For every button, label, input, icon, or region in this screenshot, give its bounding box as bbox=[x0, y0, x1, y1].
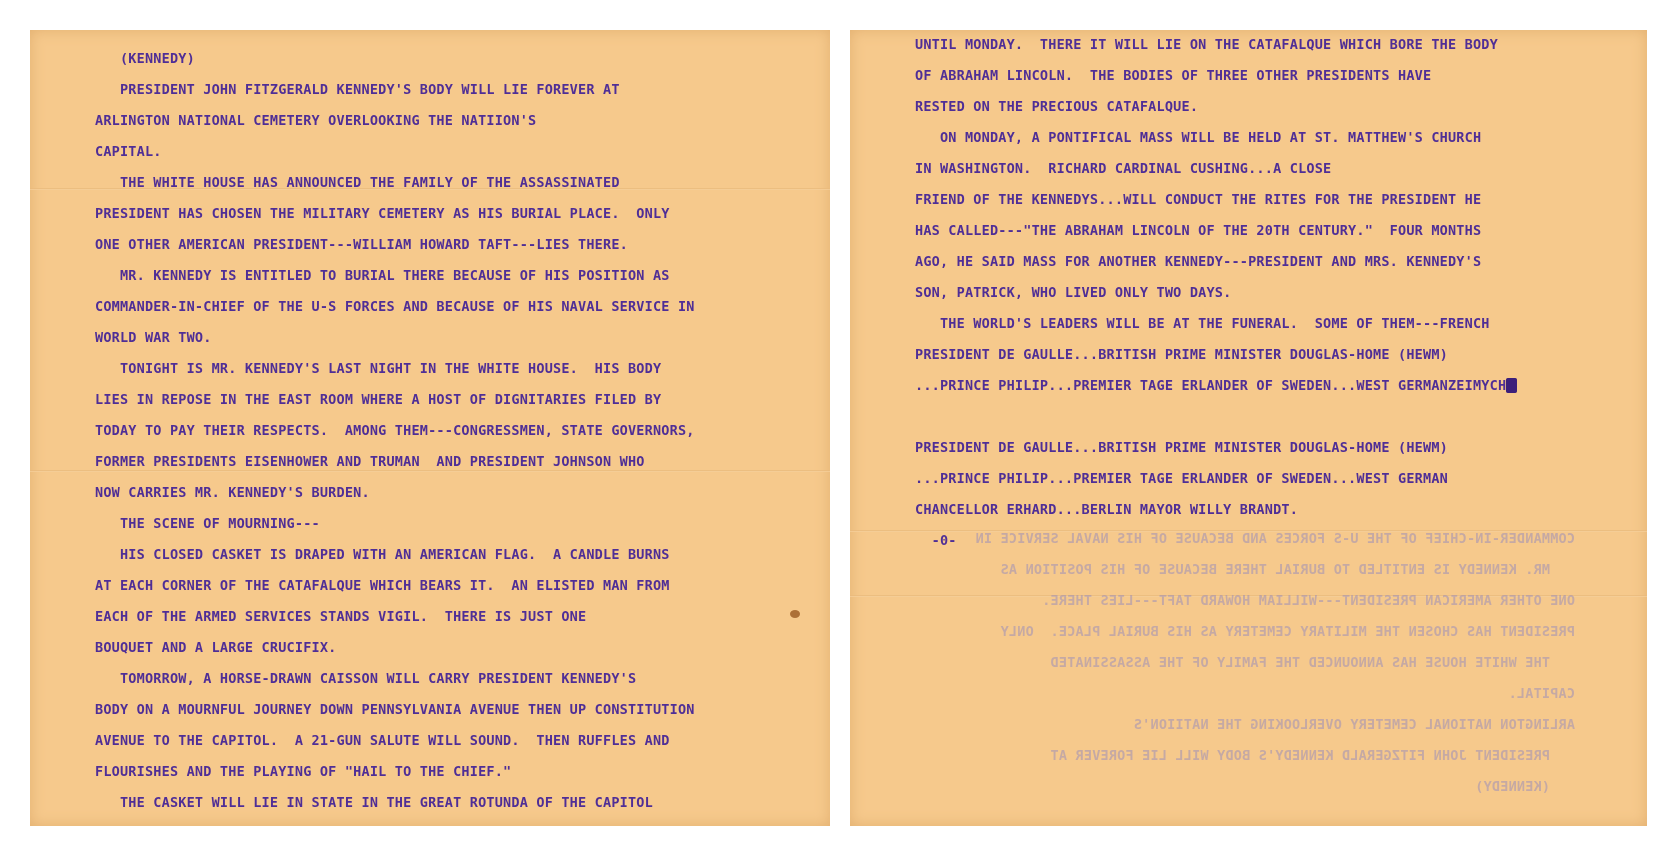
text-line: ONE OTHER AMERICAN PRESIDENT---WILLIAM HOWARD TAFT---LIES THERE. bbox=[95, 237, 628, 253]
text-line: LIES IN REPOSE IN THE EAST ROOM WHERE A HOST OF DIGNITARIES FILED BY bbox=[95, 392, 662, 408]
text-line: ON MONDAY, A PONTIFICAL MASS WILL BE HELD AT ST. MATTHEW'S CHURCH bbox=[915, 130, 1482, 146]
text-line: BOUQUET AND A LARGE CRUCIFIX. bbox=[95, 640, 337, 656]
ink-blot-icon bbox=[1506, 378, 1517, 393]
bleed-through-text bbox=[975, 524, 1575, 803]
text-line: HIS CLOSED CASKET IS DRAPED WITH AN AMERICAN FLAG. A CANDLE BURNS bbox=[95, 547, 670, 563]
text-line: THE WHITE HOUSE HAS ANNOUNCED THE FAMILY OF THE ASSASSINATED bbox=[95, 175, 620, 191]
text-line: FLOURISHES AND THE PLAYING OF "HAIL TO THE CHIEF." bbox=[95, 764, 512, 780]
text-line: PRESIDENT JOHN FITZGERALD KENNEDY'S BODY WILL LIE FOREVER AT bbox=[95, 82, 620, 98]
blank-line bbox=[915, 402, 1517, 433]
text-line: ARLINGTON NATIONAL CEMETERY OVERLOOKING THE NATIION'S bbox=[95, 113, 537, 129]
ghost-line: ONE OTHER AMERICAN PRESIDENT---WILLIAM HOWARD TAFT---LIES THERE. bbox=[1042, 593, 1575, 609]
text-line: EACH OF THE ARMED SERVICES STANDS VIGIL. THERE IS JUST ONE bbox=[95, 609, 587, 625]
left-page bbox=[30, 30, 830, 826]
text-line: FRIEND OF THE KENNEDYS...WILL CONDUCT THE RITES FOR THE PRESIDENT HE bbox=[915, 192, 1482, 208]
text-line: ...PRINCE PHILIP...PREMIER TAGE ERLANDER OF SWEDEN...WEST GERMAN bbox=[915, 471, 1448, 487]
text-line: AVENUE TO THE CAPITOL. A 21-GUN SALUTE WILL SOUND. THEN RUFFLES AND bbox=[95, 733, 670, 749]
text-line: WORLD WAR TWO. bbox=[95, 330, 212, 346]
text-line: RESTED ON THE PRECIOUS CATAFALQUE. bbox=[915, 99, 1199, 115]
text-line-content: ...PRINCE PHILIP...PREMIER TAGE ERLANDER OF SWEDEN...WEST GERMANZEIMYCH bbox=[915, 378, 1507, 394]
text-line: PRESIDENT DE GAULLE...BRITISH PRIME MINISTER DOUGLAS-HOME (HEWM) bbox=[915, 440, 1448, 456]
ink-stain bbox=[790, 610, 800, 618]
text-line: THE CASKET WILL LIE IN STATE IN THE GREAT ROTUNDA OF THE CAPITOL bbox=[95, 795, 653, 811]
text-line: FORMER PRESIDENTS EISENHOWER AND TRUMAN AND PRESIDENT JOHNSON WHO bbox=[95, 454, 645, 470]
text-line: PRESIDENT DE GAULLE...BRITISH PRIME MINISTER DOUGLAS-HOME (HEWM) bbox=[915, 347, 1448, 363]
text-line: AT EACH CORNER OF THE CATAFALQUE WHICH BEARS IT. AN ELISTED MAN FROM bbox=[95, 578, 670, 594]
text-line: MR. KENNEDY IS ENTITLED TO BURIAL THERE BECAUSE OF HIS POSITION AS bbox=[95, 268, 670, 284]
ghost-line: THE WHITE HOUSE HAS ANNOUNCED THE FAMILY OF THE ASSASSINATED bbox=[1050, 655, 1575, 671]
ghost-line: CAPITAL. bbox=[1508, 686, 1575, 702]
text-line: SON, PATRICK, WHO LIVED ONLY TWO DAYS. bbox=[915, 285, 1232, 301]
text-line: OF ABRAHAM LINCOLN. THE BODIES OF THREE OTHER PRESIDENTS HAVE bbox=[915, 68, 1432, 84]
ghost-line: PRESIDENT HAS CHOSEN THE MILITARY CEMETERY AS HIS BURIAL PLACE. ONLY bbox=[1000, 624, 1575, 640]
text-line: BODY ON A MOURNFUL JOURNEY DOWN PENNSYLVANIA AVENUE THEN UP CONSTITUTION bbox=[95, 702, 695, 718]
text-line: IN WASHINGTON. RICHARD CARDINAL CUSHING...A CLOSE bbox=[915, 161, 1332, 177]
text-line: (KENNEDY) bbox=[95, 51, 195, 67]
text-line bbox=[915, 371, 1517, 402]
text-line: TONIGHT IS MR. KENNEDY'S LAST NIGHT IN THE WHITE HOUSE. HIS BODY bbox=[95, 361, 662, 377]
ghost-line: PRESIDENT JOHN FITZGERALD KENNEDY'S BODY WILL LIE FOREVER AT bbox=[1050, 748, 1575, 764]
right-page bbox=[850, 30, 1647, 826]
ghost-line: COMMANDER-IN-CHIEF OF THE U-S FORCES AND BECAUSE OF HIS NAVAL SERVICE IN bbox=[975, 531, 1575, 547]
text-line: PRESIDENT HAS CHOSEN THE MILITARY CEMETERY AS HIS BURIAL PLACE. ONLY bbox=[95, 206, 670, 222]
text-line: AGO, HE SAID MASS FOR ANOTHER KENNEDY---PRESIDENT AND MRS. KENNEDY'S bbox=[915, 254, 1482, 270]
text-line: THE SCENE OF MOURNING--- bbox=[95, 516, 320, 532]
left-page-text bbox=[95, 44, 695, 819]
text-line: -0- bbox=[915, 533, 957, 549]
text-line: TOMORROW, A HORSE-DRAWN CAISSON WILL CARRY PRESIDENT KENNEDY'S bbox=[95, 671, 637, 687]
ghost-line: (KENNEDY) bbox=[1475, 779, 1575, 795]
right-page-text bbox=[915, 30, 1517, 557]
text-line: HAS CALLED---"THE ABRAHAM LINCOLN OF THE 20TH CENTURY." FOUR MONTHS bbox=[915, 223, 1482, 239]
text-line: COMMANDER-IN-CHIEF OF THE U-S FORCES AND BECAUSE OF HIS NAVAL SERVICE IN bbox=[95, 299, 695, 315]
text-line: UNTIL MONDAY. THERE IT WILL LIE ON THE CATAFALQUE WHICH BORE THE BODY bbox=[915, 37, 1498, 53]
text-line: NOW CARRIES MR. KENNEDY'S BURDEN. bbox=[95, 485, 370, 501]
text-line: THE WORLD'S LEADERS WILL BE AT THE FUNERAL. SOME OF THEM---FRENCH bbox=[915, 316, 1490, 332]
text-line: TODAY TO PAY THEIR RESPECTS. AMONG THEM---CONGRESSMEN, STATE GOVERNORS, bbox=[95, 423, 695, 439]
text-line: CAPITAL. bbox=[95, 144, 162, 160]
text-line: CHANCELLOR ERHARD...BERLIN MAYOR WILLY BRANDT. bbox=[915, 502, 1299, 518]
ghost-line: ARLINGTON NATIONAL CEMETERY OVERLOOKING THE NATIION'S bbox=[1133, 717, 1575, 733]
ghost-line: MR. KENNEDY IS ENTITLED TO BURIAL THERE BECAUSE OF HIS POSITION AS bbox=[1000, 562, 1575, 578]
